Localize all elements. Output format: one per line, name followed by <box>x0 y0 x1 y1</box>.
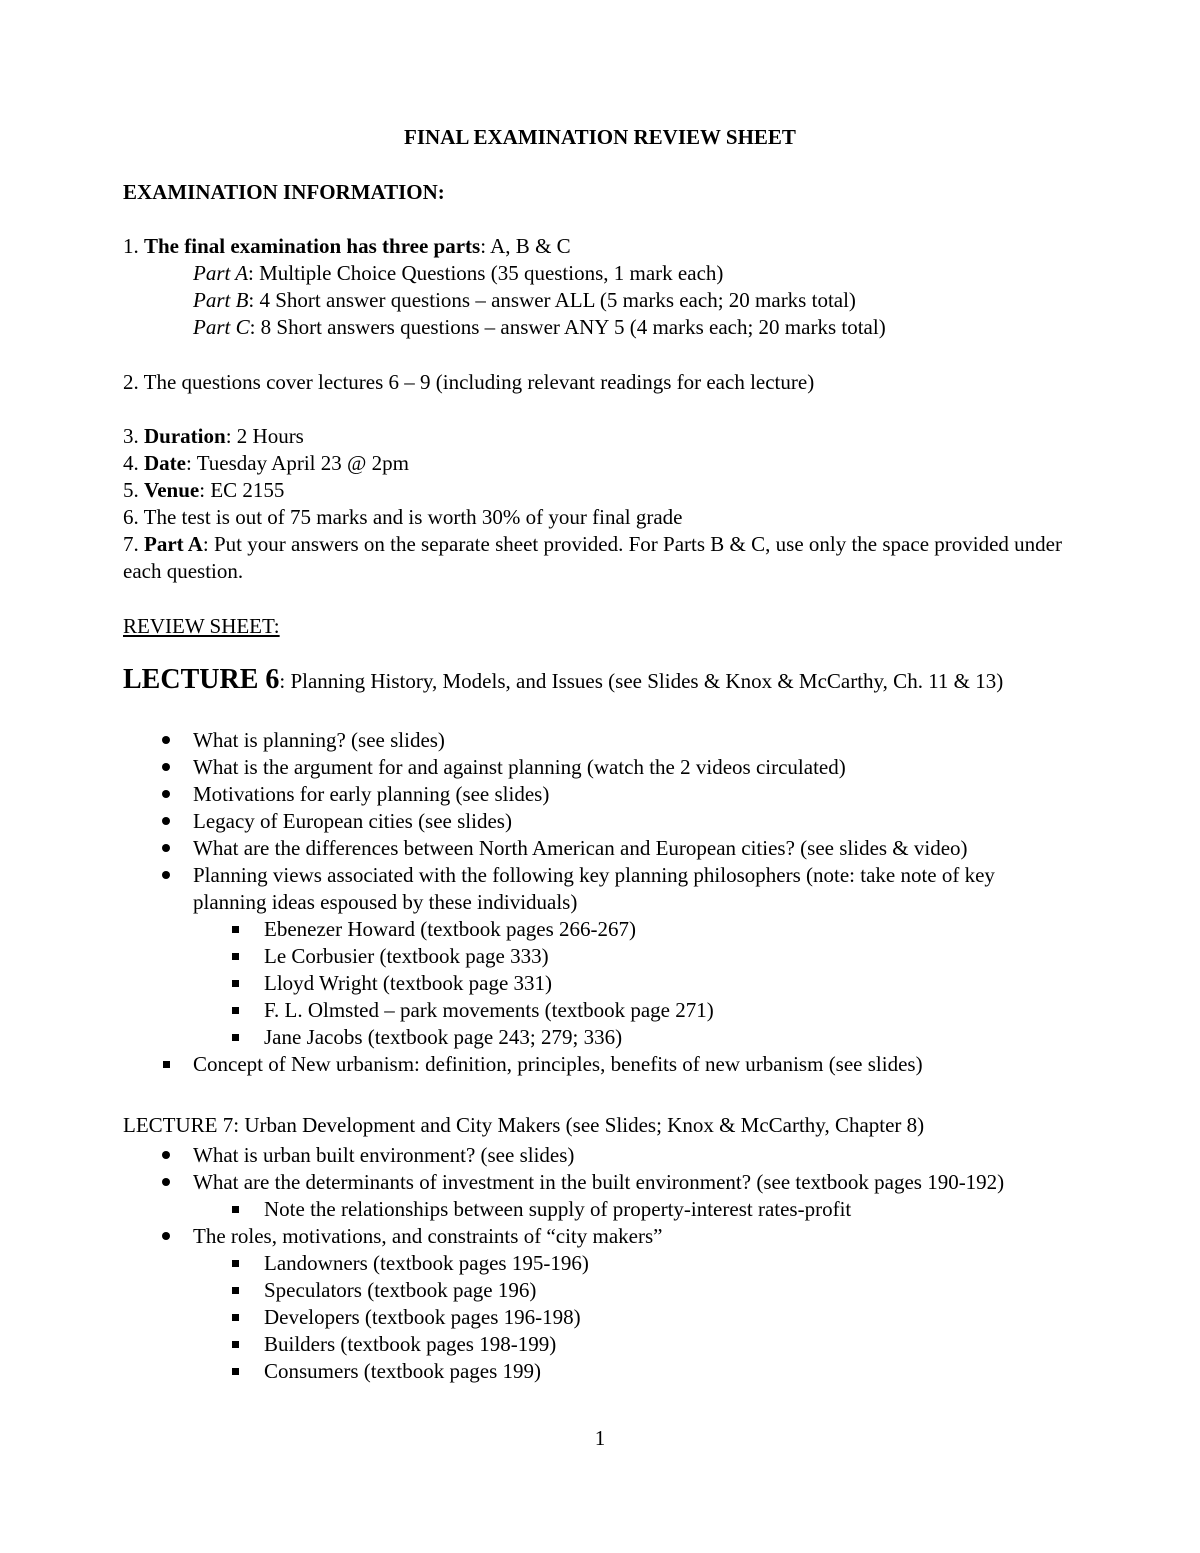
item-1 <box>123 233 571 260</box>
list-item: Concept of New urbanism: definition, principles, benefits of new urbanism (see slides) <box>123 1051 1073 1078</box>
item-1-rest: : A, B & C <box>480 234 571 258</box>
lecture-6-list <box>123 727 1073 1078</box>
list-item: What is the argument for and against planning (watch the 2 videos circulated) <box>123 754 1073 781</box>
item-5-num: 5. <box>123 478 144 502</box>
sub-list-item: F. L. Olmsted – park movements (textbook page 271) <box>193 997 1073 1024</box>
item-5-bold: Venue <box>144 478 200 502</box>
item-1-bold: The final examination has three parts <box>144 234 481 258</box>
item-7-num: 7. <box>123 532 144 556</box>
part-c-text: : 8 Short answers questions – answer ANY 5 (4 marks each; 20 marks total) <box>249 315 886 339</box>
item-2: 2. The questions cover lectures 6 – 9 (including relevant readings for each lecture) <box>123 370 815 394</box>
item-4-rest: : Tuesday April 23 @ 2pm <box>185 451 409 475</box>
list-item: Motivations for early planning (see slides) <box>123 781 1073 808</box>
sub-list-item: Jane Jacobs (textbook page 243; 279; 336) <box>193 1024 1073 1051</box>
item-3-rest: : 2 Hours <box>225 424 304 448</box>
item-7-rest: : Put your answers on the separate sheet provided. For Parts B & C, use only the space provided under each question. <box>123 532 1062 583</box>
lecture-6-title: : Planning History, Models, and Issues (see Slides & Knox & McCarthy, Ch. 11 & 13) <box>279 669 1004 693</box>
list-item: Legacy of European cities (see slides) <box>123 808 1073 835</box>
lecture-7-heading <box>123 1112 924 1139</box>
list-item-investment <box>123 1169 1073 1223</box>
sub-list-item: Note the relationships between supply of property-interest rates-profit <box>193 1196 1073 1223</box>
list-item-philosophers <box>123 862 1073 1051</box>
part-c-line <box>193 314 886 341</box>
item-3-bold: Duration <box>144 424 226 448</box>
lecture-7-title: : Urban Development and City Makers (see Slides; Knox & McCarthy, Chapter 8) <box>233 1113 925 1137</box>
part-b-text: : 4 Short answer questions – answer ALL (5 marks each; 20 marks total) <box>248 288 856 312</box>
page-number: 1 <box>594 1426 606 1450</box>
lecture-6-heading <box>123 666 1063 695</box>
item-5 <box>123 477 284 504</box>
item-1-num: 1. <box>123 234 144 258</box>
review-heading: REVIEW SHEET: <box>123 614 280 638</box>
philosophers-intro: Planning views associated with the following key planning philosophers (note: take note of key planning ideas espoused by these individuals) <box>193 863 995 914</box>
part-b-label: Part B <box>193 288 249 312</box>
sub-list-item: Ebenezer Howard (textbook pages 266-267) <box>193 916 1073 943</box>
city-makers-list <box>193 1250 1073 1385</box>
page-title: FINAL EXAMINATION REVIEW SHEET <box>404 125 796 149</box>
list-item: What are the differences between North American and European cities? (see slides & video) <box>123 835 1073 862</box>
item-7 <box>123 531 1073 585</box>
item-4-bold: Date <box>144 451 186 475</box>
part-a-text: : Multiple Choice Questions (35 questions, 1 mark each) <box>248 261 724 285</box>
item-5-rest: : EC 2155 <box>199 478 285 502</box>
item-3-num: 3. <box>123 424 144 448</box>
sub-list-item: Builders (textbook pages 198-199) <box>193 1331 1073 1358</box>
item-3 <box>123 423 304 450</box>
investment-sub-list <box>193 1196 1073 1223</box>
sub-list-item: Developers (textbook pages 196-198) <box>193 1304 1073 1331</box>
lecture-6-label: LECTURE 6 <box>123 664 280 695</box>
list-item: What is planning? (see slides) <box>123 727 1073 754</box>
item-7-bold: Part A <box>144 532 203 556</box>
part-c-label: Part C <box>193 315 250 339</box>
sub-list-item: Lloyd Wright (textbook page 331) <box>193 970 1073 997</box>
sub-list-item: Consumers (textbook pages 199) <box>193 1358 1073 1385</box>
exam-info-heading: EXAMINATION INFORMATION: <box>123 180 445 204</box>
item-4-num: 4. <box>123 451 144 475</box>
sub-list-item: Le Corbusier (textbook page 333) <box>193 943 1073 970</box>
city-makers-text: The roles, motivations, and constraints of “city makers” <box>193 1224 663 1248</box>
list-item-city-makers <box>123 1223 1073 1385</box>
sub-list-item: Speculators (textbook page 196) <box>193 1277 1073 1304</box>
investment-text: What are the determinants of investment in the built environment? (see textbook pages 190-192) <box>193 1170 1005 1194</box>
list-item: What is urban built environment? (see slides) <box>123 1142 1073 1169</box>
sub-list-item: Landowners (textbook pages 195-196) <box>193 1250 1073 1277</box>
item-4 <box>123 450 409 477</box>
lecture-7-label: LECTURE 7 <box>123 1113 234 1137</box>
part-a-label: Part A <box>193 261 249 285</box>
part-a-line <box>193 260 723 287</box>
part-b-line <box>193 287 856 314</box>
item-6: 6. The test is out of 75 marks and is worth 30% of your final grade <box>123 505 683 529</box>
lecture-7-list <box>123 1142 1073 1385</box>
philosophers-list <box>193 916 1073 1051</box>
